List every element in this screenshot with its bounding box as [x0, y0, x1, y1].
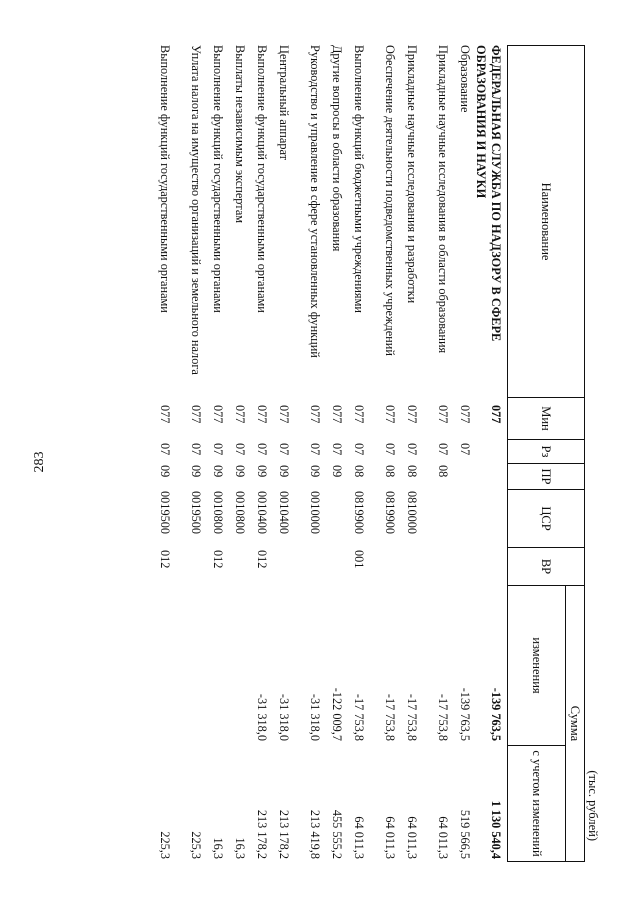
row-vr: 012 [211, 550, 225, 569]
row-changes: -17 753,8 [383, 693, 397, 741]
row-min: 077 [158, 405, 172, 424]
row-name: Выполнение функций государственными органами [158, 45, 172, 313]
row-rz: 07 [158, 443, 172, 456]
row-pr: 09 [158, 465, 172, 478]
row-changes: -122 009,7 [330, 687, 344, 741]
row-pr: 08 [405, 465, 419, 478]
row-min: 077 [489, 405, 503, 424]
row-vr: 001 [352, 550, 366, 569]
row-with-changes: 64 011,3 [405, 816, 419, 859]
row-min: 077 [383, 405, 397, 424]
row-rz: 07 [189, 443, 203, 456]
table-row [366, 45, 397, 861]
row-rz: 07 [211, 443, 225, 456]
header-vr: ВР [508, 548, 585, 586]
row-name: Прикладные научные исследования в области образования [436, 45, 450, 354]
row-name: Образование [458, 45, 472, 113]
row-with-changes: 64 011,3 [352, 816, 366, 859]
row-name: Выполнение функций государственными органами [255, 45, 269, 313]
table-row [225, 45, 247, 861]
page-number: 283 [32, 451, 47, 473]
row-with-changes: 1 130 540,4 [489, 800, 503, 859]
row-csr: 0819900 [352, 491, 366, 535]
row-with-changes: 213 178,2 [277, 809, 291, 859]
header-with-changes: с учетом изменений [508, 746, 566, 862]
row-name: Обеспечение деятельности подведомственных учреждений [383, 45, 397, 356]
row-changes: -31 318,0 [277, 693, 291, 741]
row-rz: 07 [308, 443, 322, 456]
table-row [269, 45, 291, 861]
row-csr: 0019500 [158, 491, 172, 535]
table-row [419, 45, 450, 861]
row-pr: 09 [277, 465, 291, 478]
row-with-changes: 213 178,2 [255, 809, 269, 859]
header-summa: Сумма [566, 586, 585, 862]
row-name: Выплаты независимым экспертам [233, 45, 247, 224]
row-changes: -17 753,8 [352, 693, 366, 741]
header-rz: Рз [508, 440, 585, 464]
row-name: Другие вопросы в области образования [330, 45, 344, 252]
row-name: Центральный аппарат [277, 45, 291, 160]
row-min: 077 [233, 405, 247, 424]
row-csr: 0010800 [233, 491, 247, 535]
row-pr: 09 [189, 465, 203, 478]
row-min: 077 [277, 405, 291, 424]
table-row [172, 45, 203, 861]
row-name: ФЕДЕРАЛЬНАЯ СЛУЖБА ПО НАДЗОРУ В СФЕРЕ ОБРАЗОВАНИЯ И НАУКИ [474, 45, 503, 342]
row-with-changes: 225,3 [189, 831, 203, 859]
table-row [450, 45, 472, 861]
row-name: Выполнение функций бюджетными учреждениями [352, 45, 366, 313]
row-csr: 0010000 [308, 491, 322, 535]
row-changes: -31 318,0 [255, 693, 269, 741]
row-min: 077 [330, 405, 344, 424]
row-pr: 09 [233, 465, 247, 478]
table-row [322, 45, 344, 861]
row-min: 077 [436, 405, 450, 424]
table-row [203, 45, 225, 861]
row-min: 077 [458, 405, 472, 424]
row-name: Руководство и управление в сфере установленных функций [308, 45, 322, 358]
row-rz: 07 [255, 443, 269, 456]
table-row [150, 45, 172, 861]
row-min: 077 [255, 405, 269, 424]
row-with-changes: 16,3 [233, 837, 247, 859]
table-row [247, 45, 269, 861]
row-pr: 08 [383, 465, 397, 478]
row-rz: 07 [277, 443, 291, 456]
table-row [344, 45, 366, 861]
header-changes: изменения [508, 586, 566, 746]
table-body [150, 45, 503, 861]
table-row [397, 45, 419, 861]
row-name: Прикладные научные исследования и разработки [405, 45, 419, 304]
row-csr: 0819900 [383, 491, 397, 535]
row-with-changes: 455 555,2 [330, 809, 344, 859]
table-row [472, 45, 503, 861]
row-changes: -31 318,0 [308, 693, 322, 741]
row-name: Уплата налога на имущество организаций и земельного налога [189, 45, 203, 375]
row-csr: 0810000 [405, 491, 419, 535]
row-with-changes: 213 419,8 [308, 809, 322, 859]
row-with-changes: 519 566,5 [458, 809, 472, 859]
row-min: 077 [308, 405, 322, 424]
header-name: Наименование [508, 46, 585, 398]
row-with-changes: 225,3 [158, 831, 172, 859]
row-with-changes: 64 011,3 [436, 816, 450, 859]
row-min: 077 [352, 405, 366, 424]
row-csr: 0010400 [255, 491, 269, 535]
row-name: Выполнение функций государственными органами [211, 45, 225, 313]
row-rz: 07 [458, 443, 472, 456]
row-min: 077 [189, 405, 203, 424]
row-pr: 09 [211, 465, 225, 478]
row-with-changes: 16,3 [211, 837, 225, 859]
row-rz: 07 [383, 443, 397, 456]
row-changes: -17 753,8 [436, 693, 450, 741]
row-vr: 012 [255, 550, 269, 569]
row-csr: 0010800 [211, 491, 225, 535]
row-pr: 08 [436, 465, 450, 478]
units-label: (тыс. рублей) [586, 770, 600, 841]
row-pr: 08 [352, 465, 366, 478]
row-pr: 09 [255, 465, 269, 478]
table-row [291, 45, 322, 861]
row-rz: 07 [352, 443, 366, 456]
row-rz: 07 [436, 443, 450, 456]
row-with-changes: 64 011,3 [383, 816, 397, 859]
header-pr: ПР [508, 464, 585, 490]
row-csr: 0019500 [189, 491, 203, 535]
row-csr: 0010400 [277, 491, 291, 535]
header-csr: ЦСР [508, 490, 585, 548]
header-min: Мин [508, 398, 585, 440]
budget-table-region [100, 45, 600, 875]
row-changes: -139 763,5 [489, 687, 503, 741]
row-rz: 07 [330, 443, 344, 456]
row-changes: -17 753,8 [405, 693, 419, 741]
row-vr: 012 [158, 550, 172, 569]
row-rz: 07 [405, 443, 419, 456]
row-pr: 09 [330, 465, 344, 478]
row-pr: 09 [308, 465, 322, 478]
table-header [507, 45, 585, 862]
row-min: 077 [405, 405, 419, 424]
row-min: 077 [211, 405, 225, 424]
row-changes: -139 763,5 [458, 687, 472, 741]
row-rz: 07 [233, 443, 247, 456]
